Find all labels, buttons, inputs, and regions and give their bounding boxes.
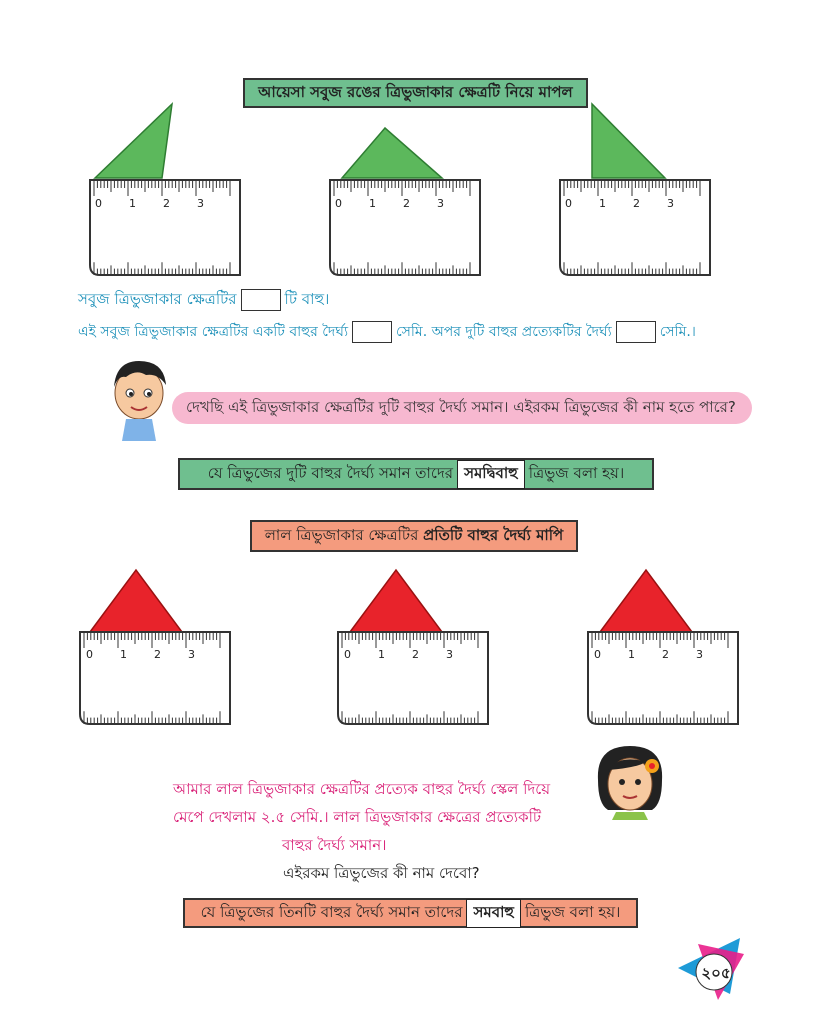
ruler-label: 3: [696, 648, 703, 661]
equilateral-definition: যে ত্রিভুজের তিনটি বাহুর দৈর্ঘ্য সমান তাদের সমবাহু ত্রিভুজ বলা হয়।: [183, 898, 638, 928]
side-length-line: এই সবুজ ত্রিভুজাকার ক্ষেত্রটির একটি বাহুর দৈর্ঘ্য সেমি. অপর দুটি বাহুর প্রত্যেকটির দৈর্ঘ্য সেমি.।: [78, 320, 696, 344]
ruler-label: 1: [378, 648, 385, 661]
ruler-label: 3: [437, 197, 444, 210]
ruler-label: 3: [197, 197, 204, 210]
answer-blank[interactable]: [241, 289, 281, 311]
page-number: ২০৫: [701, 964, 731, 982]
ruler-label: 1: [369, 197, 376, 210]
red-triangle-rulers: [70, 562, 750, 732]
red-triangle-1: [90, 570, 182, 632]
ruler-label: 2: [412, 648, 419, 661]
ruler-label: 0: [594, 648, 601, 661]
sides-count-line: সবুজ ত্রিভুজাকার ক্ষেত্রটির টি বাহু।: [78, 288, 329, 313]
question-text: এইরকম ত্রিভুজের কী নাম দেবো?: [283, 864, 480, 882]
answer-blank[interactable]: [352, 321, 392, 343]
ruler-label: 0: [335, 197, 342, 210]
ruler-label: 1: [628, 648, 635, 661]
boy-avatar: [106, 355, 172, 441]
ruler-label: 2: [154, 648, 161, 661]
girl-text-line-1: আমার লাল ত্রিভুজাকার ক্ষেত্রটির প্রত্যেক বাহুর দৈর্ঘ্য স্কেল দিয়ে: [173, 780, 551, 798]
green-triangle-rulers: [80, 100, 720, 280]
ruler-label: 3: [667, 197, 674, 210]
ruler-label: 0: [565, 197, 572, 210]
ruler-label: 2: [633, 197, 640, 210]
ruler-label: 2: [662, 648, 669, 661]
ruler-label: 2: [163, 197, 170, 210]
isosceles-term: সমদ্বিবাহু: [457, 460, 525, 489]
ruler-label: 1: [120, 648, 127, 661]
boy-speech-bubble: দেখছি এই ত্রিভুজাকার ক্ষেত্রটির দুটি বাহুর দৈর্ঘ্য সমান। এইরকম ত্রিভুজের কী নাম হতে পারে?: [172, 392, 752, 424]
ruler-label: 1: [129, 197, 136, 210]
isosceles-definition: যে ত্রিভুজের দুটি বাহুর দৈর্ঘ্য সমান তাদের সমদ্বিবাহু ত্রিভুজ বলা হয়।: [178, 458, 654, 490]
ruler-label: 2: [403, 197, 410, 210]
ruler-label: 3: [446, 648, 453, 661]
ruler-label: 0: [86, 648, 93, 661]
red-triangle-3: [600, 570, 692, 632]
girl-text-line-3: বাহুর দৈর্ঘ্য সমান।: [282, 836, 387, 854]
answer-blank[interactable]: [616, 321, 656, 343]
green-triangle-1: [95, 104, 172, 178]
red-triangle-title: লাল ত্রিভুজাকার ক্ষেত্রটির প্রতিটি বাহুর দৈর্ঘ্য মাপি: [250, 520, 578, 552]
green-triangle-title: আয়েসা সবুজ রঙের ত্রিভুজাকার ক্ষেত্রটি নিয়ে মাপল: [243, 78, 588, 108]
ruler-label: 3: [188, 648, 195, 661]
ruler-label: 0: [344, 648, 351, 661]
ruler-label: 1: [599, 197, 606, 210]
green-triangle-2: [342, 128, 442, 178]
equilateral-term: সমবাহু: [466, 899, 521, 928]
ruler-label: 0: [95, 197, 102, 210]
red-triangle-2: [350, 570, 442, 632]
girl-avatar: [590, 740, 670, 820]
girl-text-line-2: মেপে দেখলাম ২.৫ সেমি.। লাল ত্রিভুজাকার ক্ষেত্রের প্রত্যেকটি: [173, 808, 542, 826]
green-triangle-3: [592, 104, 665, 178]
